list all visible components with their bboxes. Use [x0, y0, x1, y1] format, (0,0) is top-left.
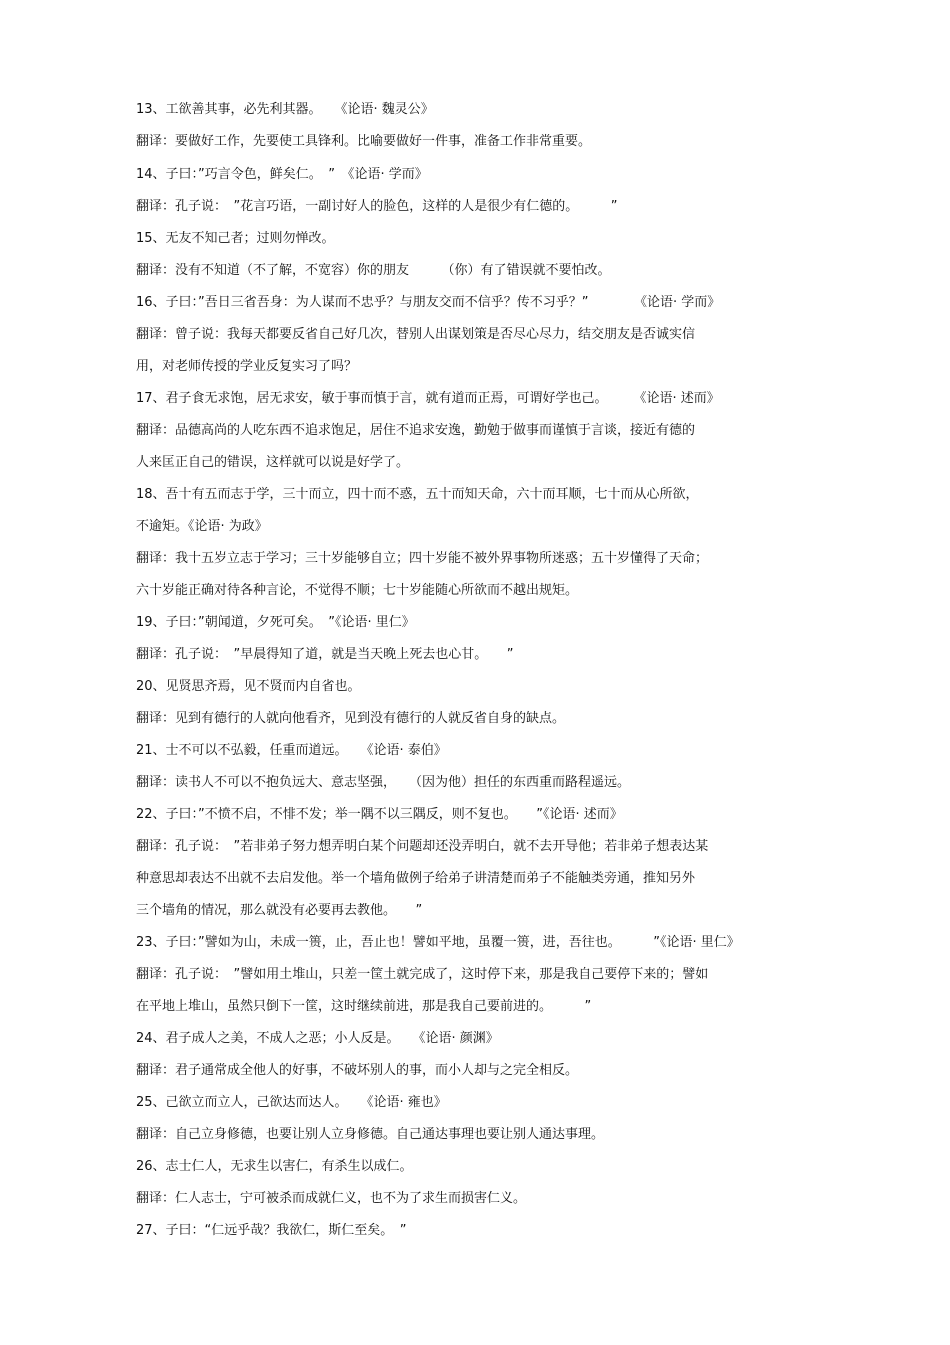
text-line: 20、见贤思齐焉，见不贤而内自省也。 [136, 679, 361, 694]
text-line: 种意思却表达不出就不去启发他。举一个墙角做例子给弟子讲清楚而弟子不能触类旁通，推知另外 [136, 871, 696, 886]
text-line: 翻译：孔子说： ”若非弟子努力想弄明白某个问题却还没弄明白，就不去开导他；若非弟子想表达某 [136, 839, 709, 854]
text-line: 23、子曰：”譬如为山，未成一篑，止，吾止也！譬如平地，虽覆一篑，进，吾往也。 ”《论语· 里仁》 [136, 935, 740, 950]
text-line: 人来匡正自己的错误，这样就可以说是好学了。 [136, 455, 410, 470]
text-line: 翻译：读书人不可以不抱负远大、意志坚强， （因为他）担任的东西重而路程遥远。 [136, 775, 631, 790]
text-line: 翻译：没有不知道（不了解，不宽容）你的朋友 （你）有了错误就不要怕改。 [136, 263, 611, 278]
text-line: 翻译：见到有德行的人就向他看齐，见到没有德行的人就反省自身的缺点。 [136, 711, 566, 726]
text-line: 三个墙角的情况，那么就没有必要再去教他。 ” [136, 903, 423, 918]
text-line: 翻译：要做好工作，先要使工具锋利。比喻要做好一件事，准备工作非常重要。 [136, 134, 592, 149]
text-line: 翻译：君子通常成全他人的好事，不破坏别人的事，而小人却与之完全相反。 [136, 1063, 579, 1078]
text-line: 六十岁能正确对待各种言论，不觉得不顺；七十岁能随心所欲而不越出规矩。 [136, 583, 579, 598]
text-line: 翻译：自己立身修德，也要让别人立身修德。自己通达事理也要让别人通达事理。 [136, 1127, 605, 1142]
text-line: 18、吾十有五而志于学，三十而立，四十而不惑，五十而知天命，六十而耳顺，七十而从心所欲， [136, 487, 699, 502]
text-line: 17、君子食无求饱，居无求安，敏于事而慎于言，就有道而正焉，可谓好学也己。 《论语· 述而》 [136, 391, 720, 406]
text-line: 翻译：孔子说： ”譬如用土堆山，只差一筐土就完成了，这时停下来，那是我自己要停下来的；譬如 [136, 967, 709, 982]
text-line: 22、子曰：”不愤不启，不悱不发；举一隅不以三隅反，则不复也。 ”《论语· 述而》 [136, 807, 623, 822]
text-line: 翻译：品德高尚的人吃东西不追求饱足，居住不追求安逸，勤勉于做事而谨慎于言谈，接近有德的 [136, 423, 696, 438]
text-line: 19、子曰：”朝闻道，夕死可矣。 ”《论语· 里仁》 [136, 615, 415, 630]
text-line: 15、无友不知己者；过则勿惮改。 [136, 231, 335, 246]
text-line: 24、君子成人之美，不成人之恶；小人反是。 《论语· 颜渊》 [136, 1031, 499, 1046]
text-line: 25、己欲立而立人，己欲达而达人。 《论语· 雍也》 [136, 1095, 447, 1110]
text-line: 翻译：孔子说： ”花言巧语，一副讨好人的脸色，这样的人是很少有仁德的。 ” [136, 199, 618, 214]
text-line: 14、子曰：”巧言令色，鲜矣仁。 ” 《论语· 学而》 [136, 167, 428, 182]
text-line: 用，对老师传授的学业反复实习了吗？ [136, 359, 358, 374]
text-line: 26、志士仁人，无求生以害仁，有杀生以成仁。 [136, 1159, 413, 1174]
text-line: 21、士不可以不弘毅，任重而道远。 《论语· 泰伯》 [136, 743, 447, 758]
text-line: 翻译：曾子说：我每天都要反省自己好几次，替别人出谋划策是否尽心尽力，结交朋友是否诚实信 [136, 327, 696, 342]
text-line: 13、工欲善其事，必先利其器。 《论语· 魏灵公》 [136, 102, 434, 117]
text-line: 16、子曰：”吾日三省吾身：为人谋而不忠乎？与朋友交而不信乎？传不习乎？” 《论语· 学而》 [136, 295, 721, 310]
text-line: 翻译：仁人志士，宁可被杀而成就仁义，也不为了求生而损害仁义。 [136, 1191, 527, 1206]
text-line: 翻译：孔子说： ”早晨得知了道，就是当天晚上死去也心甘。 ” [136, 647, 514, 662]
text-line: 翻译：我十五岁立志于学习；三十岁能够自立；四十岁能不被外界事物所迷惑；五十岁懂得了天命； [136, 551, 709, 566]
text-line: 27、子曰：“仁远乎哉？我欲仁，斯仁至矣。 ” [136, 1223, 407, 1238]
text-line: 在平地上堆山，虽然只倒下一筐，这时继续前进，那是我自己要前进的。 ” [136, 999, 592, 1014]
text-line: 不逾矩。《论语· 为政》 [136, 519, 268, 534]
